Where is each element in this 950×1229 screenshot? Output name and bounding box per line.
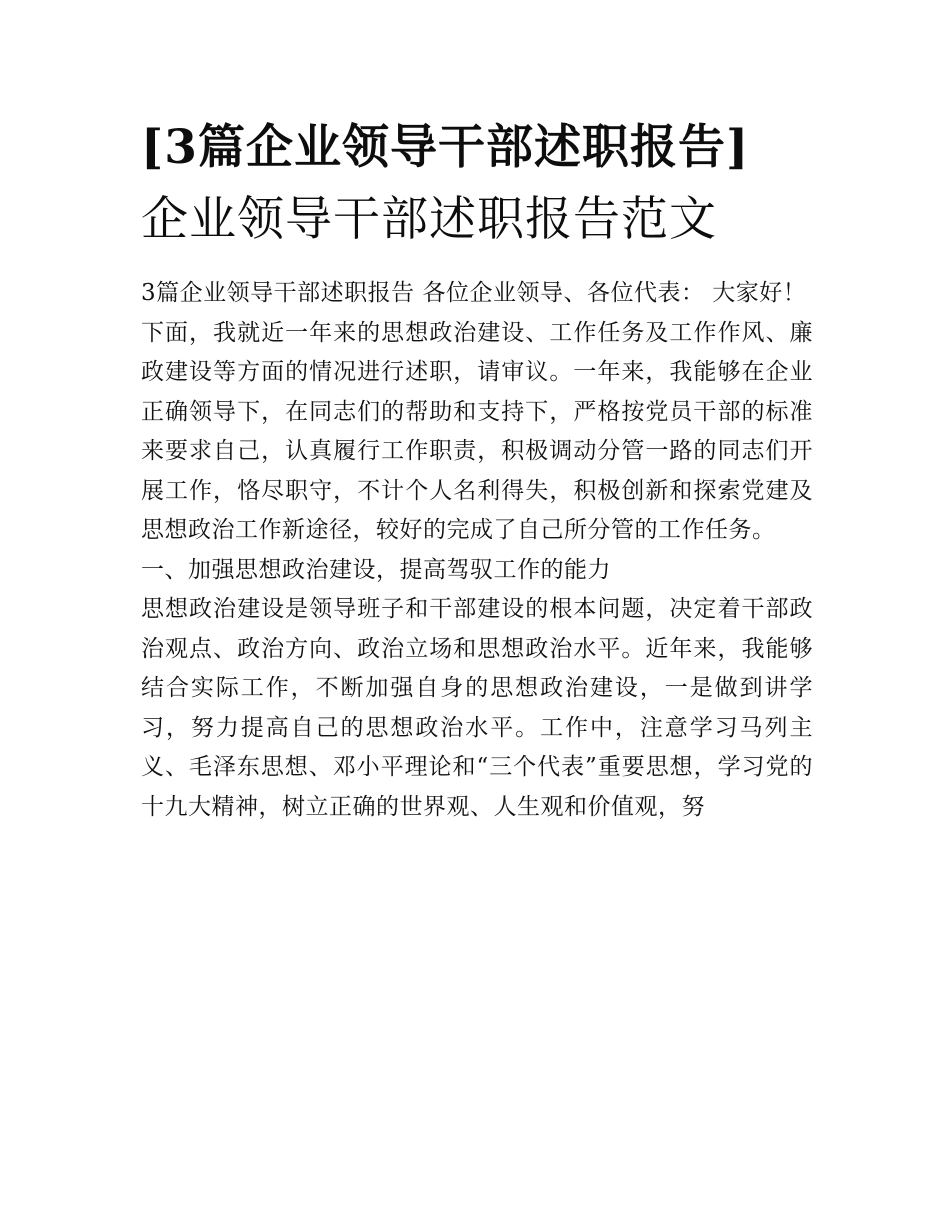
intro-paragraph: 下面，我就近一年来的思想政治建设、工作任务及工作作风、廉政建设等方面的情况进行述职，请审议。一年来，我能够在企业正确领导下，在同志们的帮助和支持下，严格按党员干部的标准来要求自己，认真履行工作职责，积极调动分管一路的同志们开展工作，恪尽职守，不计个人名利得失，积极创新和探索党建及思想政治工作新途径，较好的完成了自己所分管的工作任务。: [141, 319, 813, 543]
section-paragraph: 思想政治建设是领导班子和干部建设的根本问题，决定着干部政治观点、政治方向、政治立场和思想政治水平。近年来，我能够结合实际工作，不断加强自身的思想政治建设，一是做到讲学习，努力提高自己的思想政治水平。工作中，注意学习马列主义、毛泽东思想、邓小平理论和“三个代表”重要思想，学习党的十九大精神，树立正确的世界观、人生观和价值观，努: [141, 596, 813, 820]
greeting-paragraph: 3篇企业领导干部述职报告 各位企业领导、各位代表： 大家好！: [141, 280, 807, 306]
document-body: [141, 274, 813, 827]
document-title-line-2: 企业领导干部述职报告范文: [141, 192, 717, 247]
section-heading: 一、加强思想政治建设，提高驾驭工作的能力: [141, 556, 611, 583]
document-page: [141, 112, 813, 827]
document-title-line-1: [3篇企业领导干部述职报告]: [141, 120, 750, 175]
